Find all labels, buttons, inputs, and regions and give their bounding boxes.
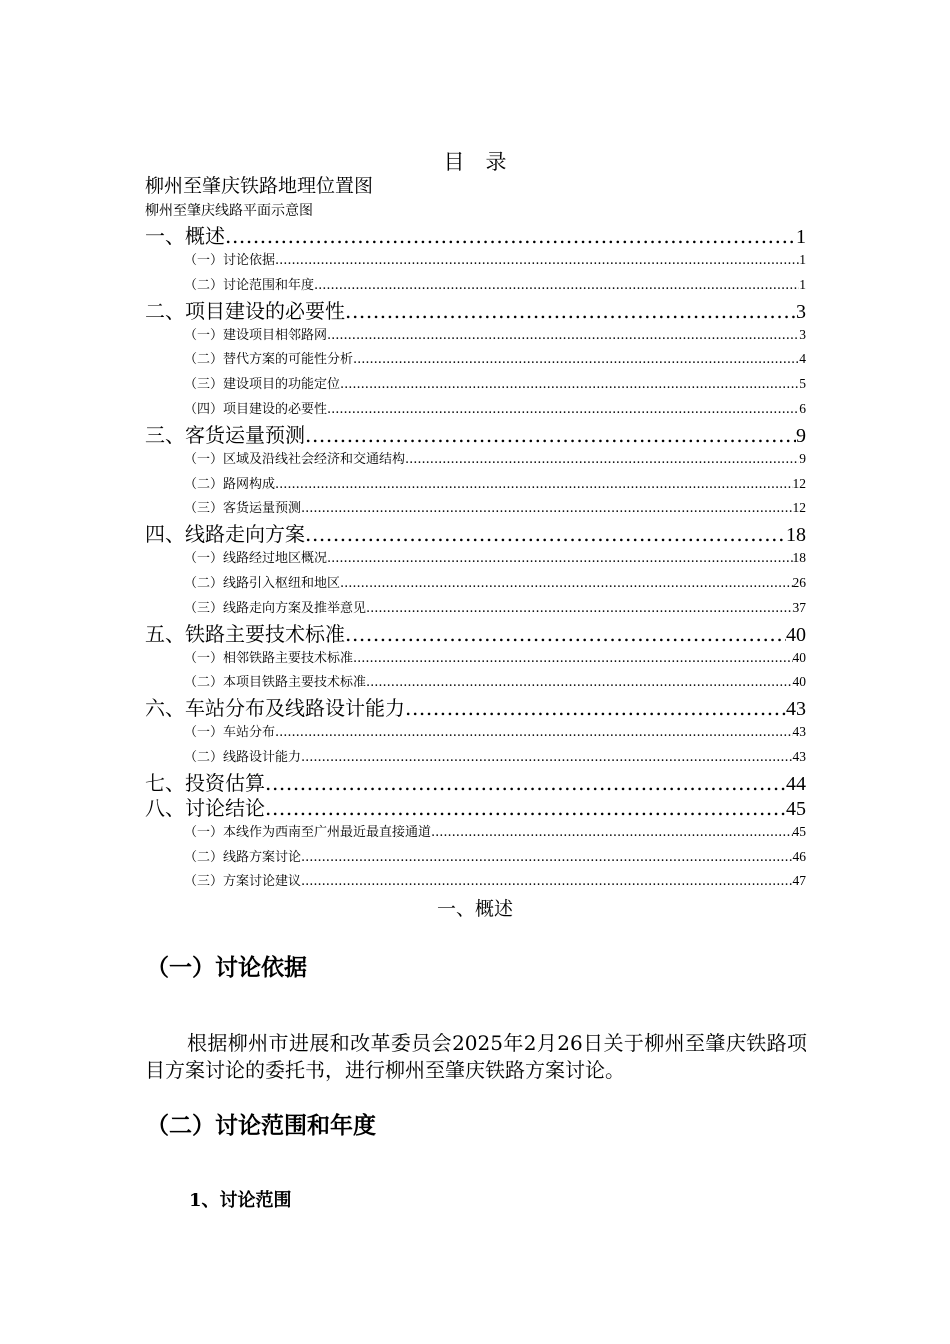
toc-entry-page: 1	[799, 252, 806, 267]
toc-leader-dots	[275, 248, 799, 272]
toc-leader-dots	[327, 323, 799, 347]
toc-entry-page: 1	[796, 226, 806, 247]
toc-entry[interactable]	[145, 769, 806, 794]
toc-entry-page: 18	[786, 524, 806, 546]
toc-entry[interactable]	[145, 272, 806, 297]
toc-entry-label: 二、项目建设的必要性	[145, 298, 345, 322]
toc-leader-dots	[366, 596, 792, 620]
toc-entry-label: （二）讨论范围和年度	[184, 277, 315, 293]
map-title-link[interactable]: 柳州至肇庆铁路地理位置图	[145, 175, 374, 197]
toc-entry-page: 47	[792, 873, 806, 889]
toc-entry[interactable]	[145, 819, 806, 844]
toc-entry[interactable]	[145, 844, 806, 869]
toc-leader-dots	[301, 845, 792, 869]
toc-entry-page: 46	[792, 848, 806, 864]
toc-entry[interactable]	[145, 595, 806, 620]
toc-entry-page: 44	[786, 772, 806, 794]
toc-entry-label: （一）本线作为西南至广州最近最直接通道	[184, 824, 432, 840]
toc-entry-page: 6	[799, 400, 806, 416]
toc-leader-dots	[327, 546, 792, 570]
toc-entry-label: 一、概述	[145, 224, 225, 247]
toc-leader-dots	[353, 646, 792, 670]
toc-entry-label: （一）建设项目相邻路网	[184, 327, 328, 343]
toc-entry-page: 1	[799, 276, 806, 292]
toc-entry-page: 43	[792, 724, 806, 740]
toc-entry-page: 3	[796, 300, 806, 322]
toc-leader-dots	[265, 794, 786, 819]
toc-entry-page: 18	[792, 550, 806, 566]
toc-entry-label: （一）线路经过地区概况	[184, 551, 328, 567]
heading-discussion-basis: （一）讨论依据	[146, 955, 307, 981]
toc-leader-dots	[431, 820, 792, 844]
toc-entry[interactable]	[145, 545, 806, 570]
toc-entry-label: 三、客货运量预测	[145, 422, 305, 446]
toc-entry[interactable]	[145, 645, 806, 670]
toc-entry-label: 四、线路走向方案	[145, 522, 305, 546]
toc-entry-page: 4	[799, 351, 806, 367]
toc-entry-page: 12	[792, 475, 806, 491]
toc-leader-dots	[405, 694, 786, 719]
toc-entry[interactable]	[145, 744, 806, 769]
toc-leader-dots	[345, 620, 786, 645]
section-title: 一、概述	[436, 898, 513, 920]
toc-entry[interactable]	[145, 346, 806, 371]
toc-leader-dots	[314, 273, 799, 297]
toc-entry-label: （三）客货运量预测	[184, 501, 302, 517]
toc-entry-label: （二）替代方案的可能性分析	[184, 352, 354, 368]
toc-entry[interactable]	[145, 247, 806, 272]
toc-leader-dots	[340, 571, 792, 595]
toc-entry-label: （二）线路方案讨论	[184, 849, 302, 865]
toc-entry[interactable]	[145, 471, 806, 496]
toc-entry-label: （三）建设项目的功能定位	[184, 377, 341, 393]
toc-entry-page: 43	[786, 698, 806, 720]
toc-entry[interactable]	[145, 520, 806, 545]
toc-entry[interactable]	[145, 297, 806, 322]
toc-entry-label: （一）讨论依据	[184, 253, 276, 268]
toc-leader-dots	[305, 421, 796, 446]
toc-entry[interactable]	[145, 669, 806, 694]
toc-entry-page: 12	[792, 500, 806, 516]
toc-leader-dots	[353, 347, 799, 371]
toc-leader-dots	[225, 222, 796, 247]
toc-entry-page: 40	[786, 623, 806, 645]
toc-leader-dots	[305, 520, 786, 545]
toc-entry-label: 五、铁路主要技术标准	[145, 621, 345, 645]
heading-discussion-scope: （二）讨论范围和年度	[146, 1113, 376, 1139]
table-of-contents	[145, 222, 806, 893]
toc-leader-dots	[301, 496, 792, 520]
toc-entry[interactable]	[145, 694, 806, 719]
toc-entry-page: 40	[792, 649, 806, 665]
toc-entry-page: 5	[799, 376, 806, 392]
toc-entry-page: 45	[786, 797, 806, 819]
toc-entry-page: 37	[792, 599, 806, 615]
toc-entry-label: （二）路网构成	[184, 476, 276, 492]
toc-entry-page: 43	[792, 748, 806, 764]
toc-entry[interactable]	[145, 794, 806, 819]
toc-entry[interactable]	[145, 322, 806, 347]
toc-leader-dots	[275, 720, 792, 744]
toc-entry-page: 45	[792, 823, 806, 839]
toc-entry[interactable]	[145, 421, 806, 446]
toc-entry-page: 9	[796, 424, 806, 446]
toc-entry-label: （二）本项目铁路主要技术标准	[184, 675, 367, 691]
toc-entry[interactable]	[145, 868, 806, 893]
toc-leader-dots	[340, 372, 799, 396]
toc-leader-dots	[275, 472, 792, 496]
toc-leader-dots	[405, 447, 799, 471]
toc-entry-page: 40	[792, 674, 806, 690]
toc-entry-label: （一）车站分布	[184, 725, 276, 741]
toc-entry[interactable]	[145, 719, 806, 744]
toc-entry-label: （二）线路设计能力	[184, 749, 302, 765]
toc-entry-label: （一）相邻铁路主要技术标准	[184, 650, 354, 666]
heading-scope-subsection: 1、讨论范围	[189, 1190, 292, 1211]
toc-entry-label: 七、投资估算	[145, 770, 265, 794]
toc-entry-label: （三）线路走向方案及推举意见	[184, 600, 367, 616]
toc-leader-dots	[366, 670, 792, 694]
toc-leader-dots	[301, 869, 792, 893]
toc-entry-label: 六、车站分布及线路设计能力	[145, 696, 405, 720]
toc-entry[interactable]	[145, 495, 806, 520]
toc-entry-page: 9	[799, 450, 806, 466]
toc-entry[interactable]	[145, 222, 806, 247]
toc-entry-label: （二）线路引入枢纽和地区	[184, 575, 341, 591]
toc-entry-label: （一）区域及沿线社会经济和交通结构	[184, 451, 406, 467]
toc-entry[interactable]	[145, 371, 806, 396]
toc-entry-page: 26	[792, 574, 806, 590]
toc-leader-dots	[301, 745, 792, 769]
toc-entry[interactable]	[145, 396, 806, 421]
toc-entry-label: （三）方案讨论建议	[184, 874, 302, 890]
toc-entry[interactable]	[145, 620, 806, 645]
toc-entry[interactable]	[145, 570, 806, 595]
toc-leader-dots	[327, 397, 799, 421]
body-paragraph: 根据柳州市进展和改革委员会2025年2月26日关于柳州至肇庆铁路项目方案讨论的委托书，进行柳州至肇庆铁路方案讨论。	[145, 1031, 807, 1082]
toc-entry-page: 3	[799, 326, 806, 342]
toc-leader-dots	[265, 769, 786, 794]
plan-title-link[interactable]: 柳州至肇庆线路平面示意图	[145, 203, 313, 219]
toc-entry[interactable]	[145, 446, 806, 471]
toc-title: 目 录	[443, 150, 507, 174]
toc-leader-dots	[345, 297, 796, 322]
toc-entry-label: （四）项目建设的必要性	[184, 401, 328, 417]
toc-entry-label: 八、讨论结论	[145, 795, 265, 819]
